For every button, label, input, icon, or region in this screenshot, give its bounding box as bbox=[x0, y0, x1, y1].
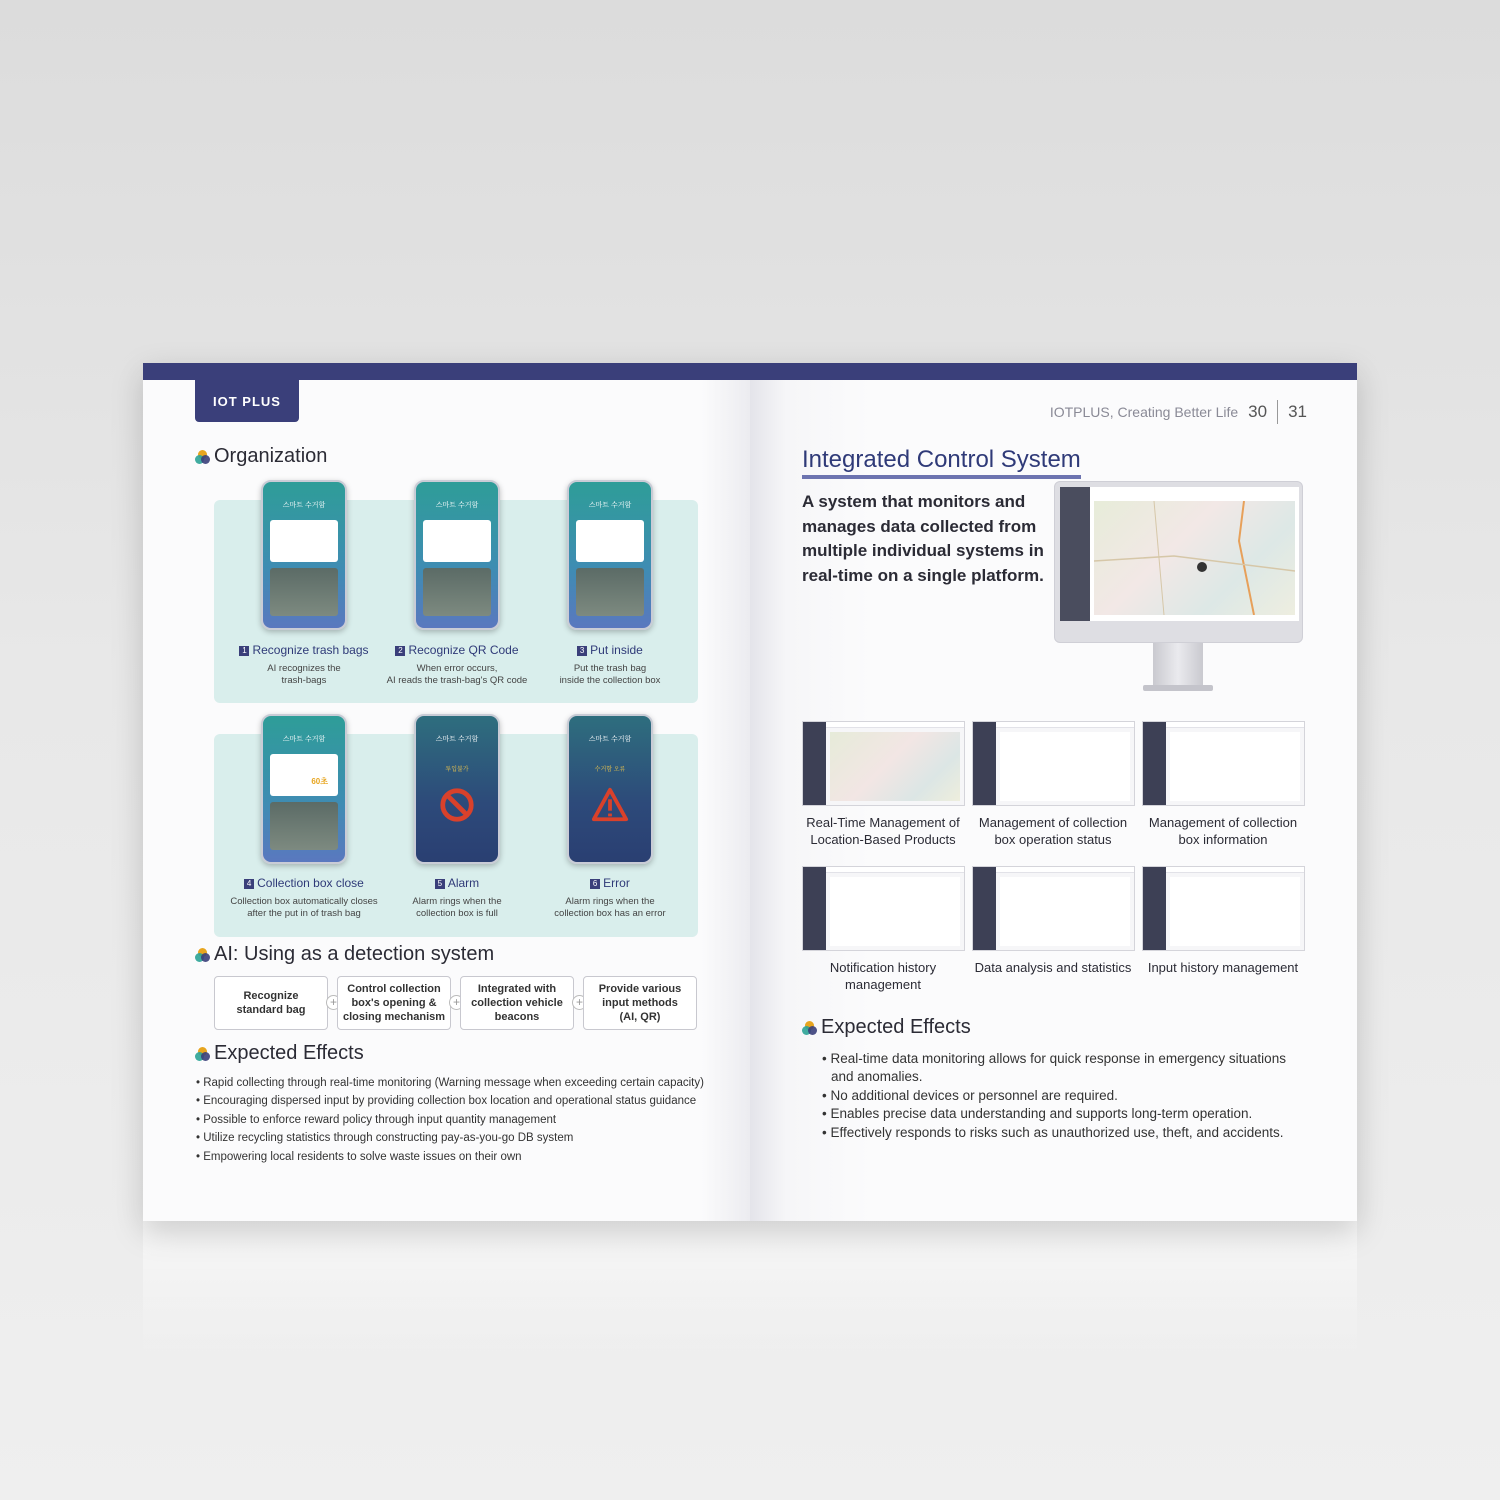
screen-caption-3: Management of collection box information bbox=[1148, 815, 1298, 847]
dots-icon bbox=[195, 948, 209, 962]
list-item: • Enables precise data understanding and supports long-term operation. bbox=[822, 1105, 1312, 1123]
dots-icon bbox=[195, 450, 209, 464]
page-divider bbox=[1277, 400, 1278, 424]
ai-box-2: Control collection box's opening & closing mechanism bbox=[337, 976, 451, 1030]
step-1-label: 1 Recognize trash bags bbox=[229, 643, 379, 657]
tagline: IOTPLUS, Creating Better Life bbox=[1049, 404, 1239, 420]
list-item: • No additional devices or personnel are required. bbox=[822, 1087, 1312, 1105]
step-2-desc: When error occurs, AI reads the trash-bag's QR code bbox=[386, 663, 528, 686]
step-3-desc: Put the trash bag inside the collection box bbox=[559, 663, 661, 686]
ai-box-1: Recognize standard bag bbox=[214, 976, 328, 1030]
left-page bbox=[143, 363, 750, 1221]
iot-plus-logo: IOT PLUS bbox=[195, 380, 299, 422]
dashboard-map bbox=[1094, 501, 1295, 615]
monitor-illustration bbox=[1054, 481, 1303, 643]
screen-thumb-5 bbox=[972, 866, 1135, 951]
phone-card bbox=[576, 520, 644, 562]
step-6-label: 6 Error bbox=[535, 876, 685, 890]
camera-view bbox=[270, 802, 338, 850]
screen-caption-6: Input history management bbox=[1147, 960, 1299, 975]
page-header bbox=[1050, 400, 1307, 424]
camera-view bbox=[576, 568, 644, 616]
spread-reflection bbox=[143, 1221, 1357, 1361]
dashboard-sidebar bbox=[1060, 487, 1090, 621]
dots-icon bbox=[802, 1021, 816, 1035]
list-item: • Effectively responds to risks such as unauthorized use, theft, and accidents. bbox=[822, 1124, 1312, 1142]
phone-card bbox=[270, 754, 338, 796]
page-number-left: 30 bbox=[1248, 402, 1268, 421]
screen-thumb-2 bbox=[972, 721, 1135, 806]
screen-caption-5: Data analysis and statistics bbox=[974, 960, 1132, 975]
map-roads bbox=[1094, 501, 1295, 615]
effects-heading-right: Expected Effects bbox=[802, 1016, 971, 1039]
screen-thumb-4 bbox=[802, 866, 965, 951]
dots-icon bbox=[195, 1047, 209, 1061]
screen-thumb-1 bbox=[802, 721, 965, 806]
screen-caption-1: Real-Time Management of Location-Based Products bbox=[806, 815, 960, 847]
effects-list-left bbox=[196, 1074, 704, 1166]
step-3-label: 3 Put inside bbox=[535, 643, 685, 657]
step-4-desc: Collection box automatically closes after the put in of trash bag bbox=[230, 896, 378, 919]
right-page bbox=[750, 363, 1357, 1221]
monitor-screen bbox=[1060, 487, 1299, 621]
list-item: • Utilize recycling statistics through constructing pay-as-you-go DB system bbox=[196, 1129, 704, 1147]
step-5-desc: Alarm rings when the collection box is full bbox=[412, 896, 502, 919]
step-4-label: 4 Collection box close bbox=[229, 876, 379, 890]
phone-step-2: 스마트 수거함 bbox=[414, 480, 500, 630]
monitor-stand bbox=[1153, 643, 1203, 687]
plus-icon: + bbox=[326, 995, 341, 1010]
list-item: • Possible to enforce reward policy through input quantity management bbox=[196, 1111, 704, 1129]
top-bar bbox=[750, 363, 1357, 380]
phone-card bbox=[423, 520, 491, 562]
plus-icon: + bbox=[449, 995, 464, 1010]
phone-step-4: 스마트 수거함 60초 bbox=[261, 714, 347, 864]
effects-list-right bbox=[822, 1050, 1312, 1142]
screen-caption-4: Notification history management bbox=[829, 960, 937, 992]
step-6-desc: Alarm rings when the collection box has an error bbox=[554, 896, 666, 919]
step-5-label: 5 Alarm bbox=[382, 876, 532, 890]
list-item: • Empowering local residents to solve waste issues on their own bbox=[196, 1148, 704, 1166]
camera-view bbox=[423, 568, 491, 616]
step-2-label: 2 Recognize QR Code bbox=[382, 643, 532, 657]
page-title: Integrated Control System bbox=[802, 445, 1081, 479]
brochure-spread bbox=[143, 363, 1357, 1221]
screen-caption-2: Management of collection box operation status bbox=[978, 815, 1128, 847]
ai-box-3: Integrated with collection vehicle beacons bbox=[460, 976, 574, 1030]
effects-heading-left: Expected Effects bbox=[195, 1042, 364, 1065]
list-item: • Real-time data monitoring allows for quick response in emergency situations and anomalies. bbox=[822, 1050, 1312, 1087]
phone-step-1: 스마트 수거함 bbox=[261, 480, 347, 630]
plus-icon: + bbox=[572, 995, 587, 1010]
list-item: • Rapid collecting through real-time monitoring (Warning message when exceeding certain capacity) bbox=[196, 1074, 704, 1092]
phone-step-6: 스마트 수거함 수거함 오류 bbox=[567, 714, 653, 864]
lead-text: A system that monitors and manages data collected from multiple individual systems in real-time on a single platform. bbox=[802, 492, 1044, 585]
ai-heading: AI: Using as a detection system bbox=[195, 943, 494, 966]
phone-card bbox=[270, 520, 338, 562]
screen-thumb-3 bbox=[1142, 721, 1305, 806]
no-entry-icon bbox=[438, 786, 476, 824]
warning-icon bbox=[591, 786, 629, 824]
list-item: • Encouraging dispersed input by providing collection box location and operational status guidance bbox=[196, 1092, 704, 1110]
ai-box-4: Provide various input methods (AI, QR) bbox=[583, 976, 697, 1030]
phone-step-5: 스마트 수거함 투입불가 bbox=[414, 714, 500, 864]
top-bar bbox=[143, 363, 750, 380]
camera-view bbox=[270, 568, 338, 616]
monitor-base bbox=[1143, 685, 1213, 691]
page-number-right: 31 bbox=[1288, 402, 1307, 421]
phone-step-3: 스마트 수거함 bbox=[567, 480, 653, 630]
step-1-desc: AI recognizes the trash-bags bbox=[267, 663, 341, 686]
screen-thumb-6 bbox=[1142, 866, 1305, 951]
organization-heading: Organization bbox=[195, 445, 327, 468]
countdown: 60초 bbox=[311, 777, 328, 786]
